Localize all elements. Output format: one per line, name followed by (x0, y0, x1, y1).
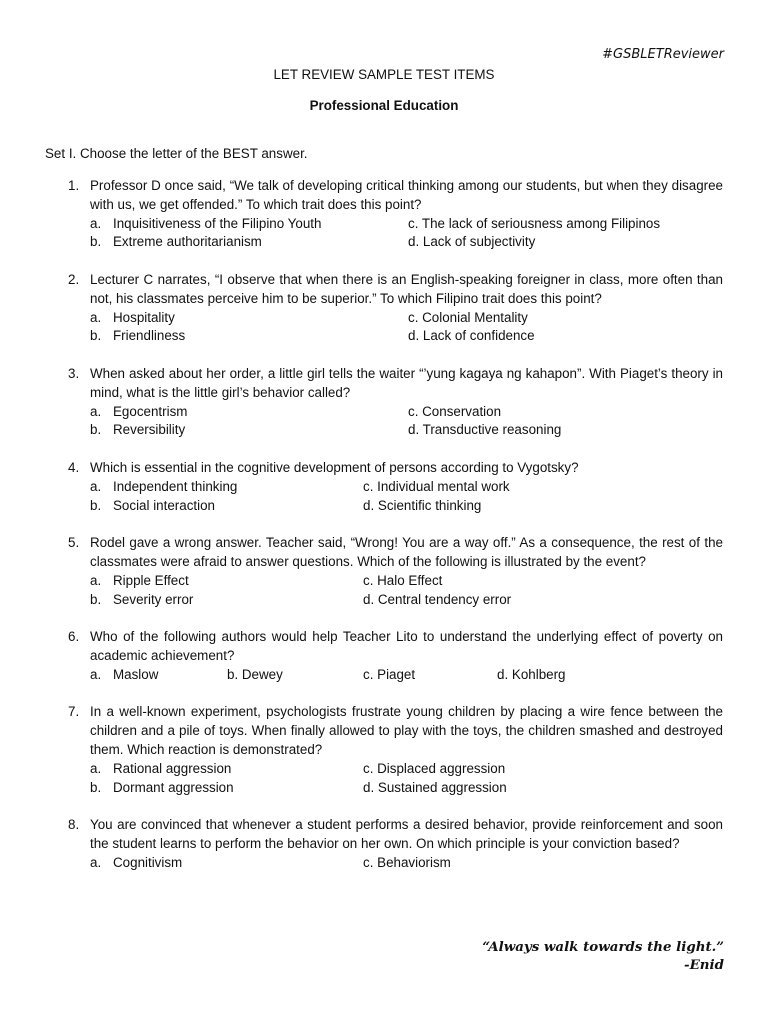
choice-a: a. Rational aggression (90, 760, 232, 776)
choices (90, 572, 723, 610)
choices (90, 309, 723, 347)
question-2 (68, 271, 723, 346)
question-text: Who of the following authors would help Teacher Lito to understand the underlying effect of poverty on academic achievement? (90, 629, 723, 663)
choice-d: d. Lack of subjectivity (408, 234, 536, 250)
choices (90, 215, 723, 253)
question-3 (68, 365, 723, 440)
choices (90, 854, 723, 873)
choice-d: d. Lack of confidence (408, 328, 535, 344)
choice-d: d. Central tendency error (363, 591, 512, 607)
question-number: 2. (68, 271, 80, 287)
choice-a: a. Cognitivism (90, 854, 183, 870)
choice-b: b. Reversibility (90, 422, 186, 438)
hashtag: #GSBLETReviewer (602, 47, 724, 62)
choice-b: b. Extreme authoritarianism (90, 234, 262, 250)
choice-a: a. Hospitality (90, 309, 175, 325)
question-1 (68, 177, 723, 252)
choices (90, 403, 723, 441)
choice-c: c. Conservation (408, 403, 502, 419)
choice-b: b. Friendliness (90, 328, 186, 344)
choice-d: d. Scientific thinking (363, 497, 482, 513)
question-5 (68, 534, 723, 609)
quote-author: -Enid (684, 957, 724, 973)
question-number: 4. (68, 459, 80, 475)
choice-b: b. Dormant aggression (90, 779, 234, 795)
set-instruction: Set I. Choose the letter of the BEST answer. (45, 146, 308, 161)
choice-b: b. Dewey (227, 666, 283, 682)
choice-c: c. The lack of seriousness among Filipinos (408, 215, 661, 231)
choice-a: a. Ripple Effect (90, 572, 189, 588)
question-number: 8. (68, 817, 80, 833)
question-text: You are convinced that whenever a student performs a desired behavior, provide reinforcement and soon the student learns to perform the behavior on her own. On which principle is your conviction based? (90, 817, 723, 851)
choice-c: c. Individual mental work (363, 478, 510, 494)
question-list (68, 177, 723, 891)
choice-d: d. Sustained aggression (363, 779, 507, 795)
quote-text: “Always walk towards the light.” (482, 939, 724, 955)
question-text: Which is essential in the cognitive development of persons according to Vygotsky? (90, 459, 579, 475)
choices (90, 478, 723, 516)
question-7 (68, 703, 723, 797)
question-text: Professor D once said, “We talk of developing critical thinking among our students, but when they disagree with us, we get offended.” To which trait does this point? (90, 178, 723, 212)
choice-d: d. Kohlberg (497, 666, 566, 682)
question-text: Lecturer C narrates, “I observe that when there is an English-speaking foreigner in class, more often than not, his classmates perceive him to be superior.” To which Filipino trait does this point? (90, 271, 723, 306)
choices (90, 760, 723, 798)
page-title: LET REVIEW SAMPLE TEST ITEMS (273, 67, 495, 82)
choice-b: b. Social interaction (90, 497, 215, 513)
question-6 (68, 628, 723, 684)
question-number: 3. (68, 365, 80, 381)
question-number: 5. (68, 535, 80, 551)
choice-c: c. Colonial Mentality (408, 309, 528, 325)
footer-quote (482, 938, 724, 974)
choice-d: d. Transductive reasoning (408, 422, 562, 438)
choice-b: b. Severity error (90, 591, 194, 607)
question-text: When asked about her order, a little girl tells the waiter “’yung kagaya ng kahapon”. With Piaget’s theory in mind, what is the little girl’s behavior called? (90, 365, 723, 400)
question-text: Rodel gave a wrong answer. Teacher said, “Wrong! You are a way off.” As a consequence, the rest of the classmates were afraid to answer questions. Which of the following is illustrated by the event? (90, 535, 723, 569)
choice-a: a. Egocentrism (90, 403, 188, 419)
question-number: 6. (68, 629, 80, 645)
choice-c: c. Piaget (363, 666, 416, 682)
choice-a: a. Maslow (90, 666, 159, 682)
page-subtitle: Professional Education (309, 98, 459, 113)
choice-c: c. Displaced aggression (363, 760, 506, 776)
question-4 (68, 459, 723, 515)
choice-a: a. Inquisitiveness of the Filipino Youth (90, 215, 322, 231)
question-8 (68, 816, 723, 872)
choices (90, 666, 723, 685)
choice-a: a. Independent thinking (90, 478, 238, 494)
question-text: In a well-known experiment, psychologists frustrate young children by placing a wire fence between the children and a pile of toys. When finally allowed to play with the toys, the children smashed and destroyed them. Which reaction is demonstrated? (90, 704, 723, 757)
choice-c: c. Behaviorism (363, 854, 451, 870)
question-number: 1. (68, 178, 80, 193)
choice-c: c. Halo Effect (363, 572, 443, 588)
question-number: 7. (68, 704, 80, 720)
